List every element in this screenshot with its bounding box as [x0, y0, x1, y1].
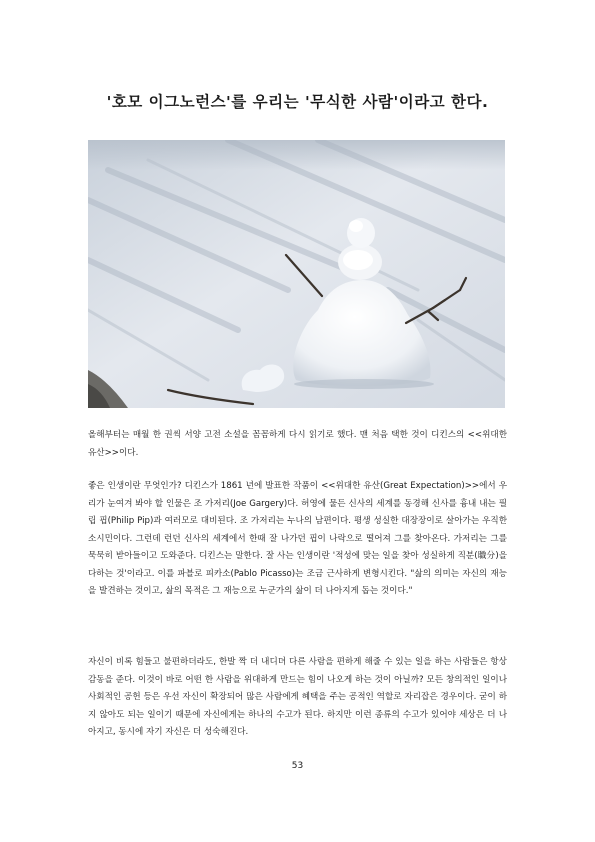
snowman-photo [88, 140, 505, 408]
page-number: 53 [291, 761, 304, 771]
paragraph-3: 자신이 비록 힘들고 불편하더라도, 한발 짝 더 내디뎌 다른 사람을 편하게 해줄 수 있는 일을 하는 사람들은 항상 감동을 준다. 이것이 바로 어떤 한 사람을 위대하게 만드는 힘이 나오게 하는 것이 아닐까? 모든 창의적인 일이나 사회적인 공헌 등은 우선 자신이 확장되어 많은 사람에게 혜택을 주는 공적인 역할로 자리잡은 경우이다. 굳이 하지 않아도 되는 일이기 때문에 자신에게는 하나의 수고가 된다. 하지만 이런 종류의 수고가 있어야 세상은 더 나아지고, 동시에 자기 자신은 더 성숙해진다. [88, 657, 507, 737]
paragraph-2: 좋은 인생이란 무엇인가? 디킨스가 1861 년에 발표한 작품이 <<위대한 유산(Great Expectation)>>에서 우리가 눈여겨 봐야 할 인물은 조 가저리(Joe Gargery)다. 허영에 물든 신사의 세계를 동경해 신사를 흉내 내는 필립 핍(Philip Pip)과 여러모로 대비된다. 조 가저리는 누나의 남편이다. 평생 성실한 대장장이로 살아가는 우직한 소시민이다. 그런데 런던 신사의 세계에서 한때 잘 나가던 핍이 나락으로 떨어져 그를 찾아온다. 가저리는 그를 묵묵히 받아들이고 도와준다. 디킨스는 말한다. 잘 사는 인생이란 '적성에 맞는 일을 찾아 성실하게 직분(職分)을 다하는 것'이라고. 이를 파블로 피카소(Pablo Picasso)는 조금 근사하게 변형시킨다. "삶의 의미는 자신의 재능을 발견하는 것이고, 삶의 목적은 그 재능으로 누군가의 삶이 더 나아지게 돕는 것이다." [88, 481, 507, 596]
paragraph-1: 올해부터는 매월 한 권씩 서양 고전 소설을 꼼꼼하게 다시 읽기로 했다. 맨 처음 택한 것이 디킨스의 <<위대한 유산>>이다. [88, 430, 507, 458]
page-title: '호모 이그노런스'를 우리는 '무식한 사람'이라고 한다. [106, 93, 489, 111]
